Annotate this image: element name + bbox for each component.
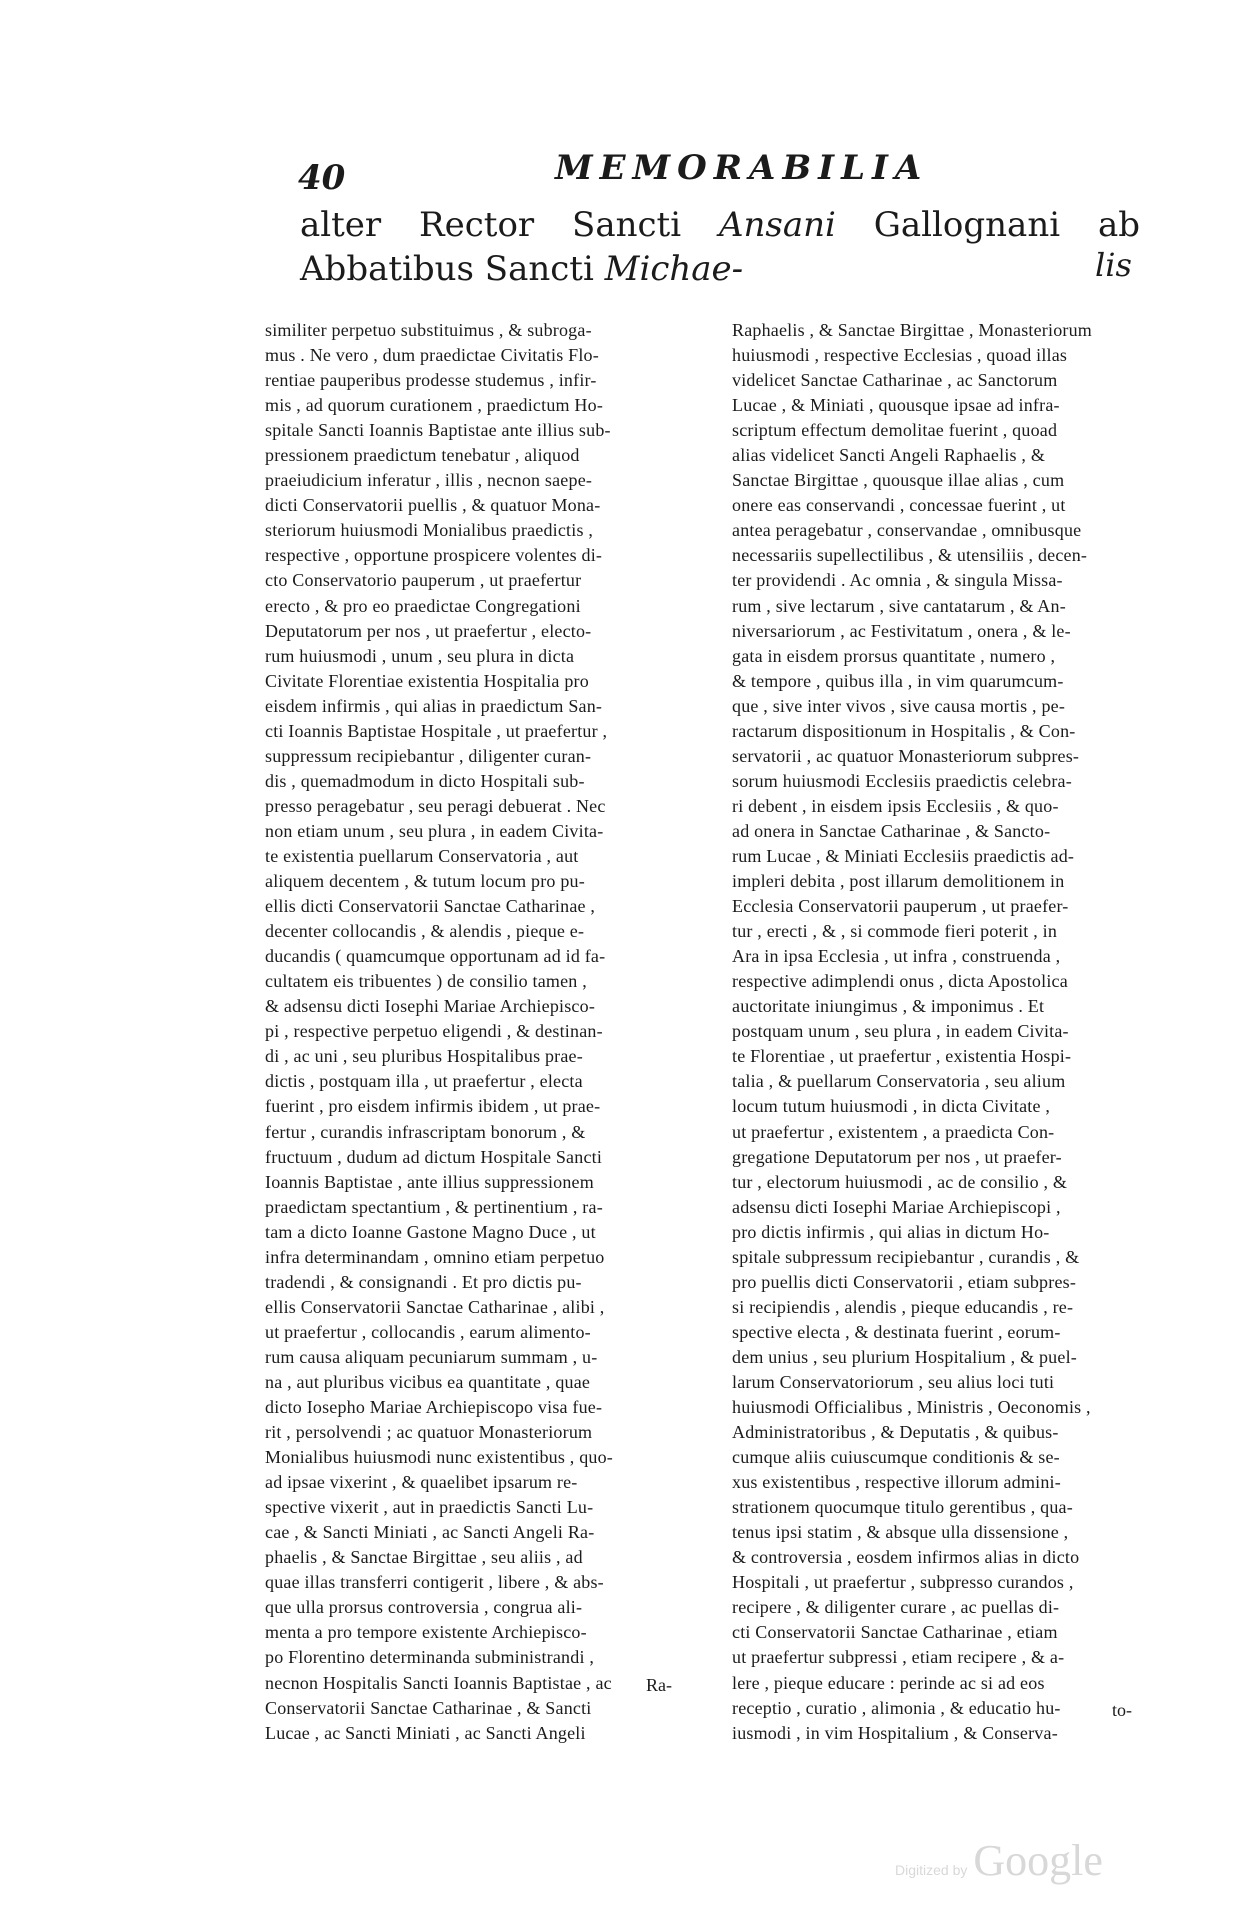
text-line: cae , & Sancti Miniati , ac Sancti Angeli Ra- (265, 1522, 595, 1543)
text-line: di , ac uni , seu pluribus Hospitalibus prae- (265, 1046, 583, 1067)
text-line: dicto Iosepho Mariae Archiepiscopo visa fue- (265, 1397, 603, 1418)
text-line: Ecclesia Conservatorii pauperum , ut praefer- (732, 896, 1069, 917)
text-line: te existentia puellarum Conservatoria , aut (265, 845, 579, 866)
text-line: decenter collocandis , & alendis , pieque e- (265, 921, 585, 942)
text-line: Conservatorii Sanctae Catharinae , & Sancti (265, 1697, 592, 1718)
heading-text: Gallognani ab Abbatibus Sancti (300, 205, 1140, 289)
text-line: adsensu dicti Iosephi Mariae Archiepiscopi , (732, 1196, 1061, 1217)
text-line: Deputatorum per nos , ut praefertur , electo- (265, 620, 592, 641)
text-line: respective , opportune prospicere volentes di- (265, 545, 603, 566)
text-line: po Florentino determinanda subministrandi , (265, 1647, 595, 1668)
text-line: scriptum effectum demolitae fuerint , quoad (732, 420, 1058, 441)
text-line: rum , sive lectarum , sive cantatarum , & An- (732, 595, 1066, 616)
heading-continuation: lis (1095, 246, 1132, 284)
text-line: & controversia , eosdem infirmos alias in dicto (732, 1547, 1080, 1568)
text-line: rit , persolvendi ; ac quatuor Monasteriorum (265, 1422, 593, 1443)
text-line: aliquem decentem , & tutum locum pro pu- (265, 871, 585, 892)
text-line: talia , & puellarum Conservatoria , seu alium (732, 1071, 1066, 1092)
text-line: Administratoribus , & Deputatis , & quibus- (732, 1422, 1059, 1443)
digitized-watermark (895, 1835, 1103, 1886)
text-line: rum Lucae , & Miniati Ecclesiis praedictis ad- (732, 845, 1075, 866)
text-line: rentiae pauperibus prodesse studemus , infir- (265, 370, 597, 391)
text-line: fructuum , dudum ad dictum Hospitale Sancti (265, 1146, 603, 1167)
text-line: impleri debita , post illarum demolitionem in (732, 871, 1065, 892)
watermark-logo-text: Google (973, 1836, 1103, 1885)
text-line: dis , quemadmodum in dicto Hospitali sub- (265, 770, 585, 791)
text-line: suppressum recipiebantur , diligenter curan- (265, 745, 592, 766)
text-line: tenus ipsi statim , & absque ulla dissensione , (732, 1522, 1069, 1543)
text-line: & adsensu dicti Iosephi Mariae Archiepisco- (265, 996, 596, 1017)
text-line: Lucae , & Miniati , quousque ipsae ad infra- (732, 395, 1060, 416)
text-line: quae illas transferri contigerit , libere , & abs- (265, 1572, 604, 1593)
text-line: spective electa , & destinata fuerint , eorum- (732, 1321, 1061, 1342)
text-line: Monialibus huiusmodi nunc existentibus , quo- (265, 1447, 613, 1468)
heading-italic-name: Ansani (718, 205, 836, 245)
text-line: gregatione Deputatorum per nos , ut praefer- (732, 1146, 1062, 1167)
text-line: ri debent , in eisdem ipsis Ecclesiis , & quo- (732, 795, 1059, 816)
text-line: Sanctae Birgittae , quousque illae alias , cum (732, 470, 1065, 491)
text-line: antea peragebatur , conservandae , omnibusque (732, 520, 1082, 541)
text-line: auctoritate iniungimus , & imponimus . Et (732, 996, 1045, 1017)
text-line: non etiam unum , seu plura , in eadem Civita- (265, 820, 604, 841)
text-line: alias videlicet Sancti Angeli Raphaelis , & (732, 445, 1046, 466)
text-line: necessariis supellectilibus , & utensiliis , decen- (732, 545, 1088, 566)
text-line: ellis dicti Conservatorii Sanctae Catharinae , (265, 896, 596, 917)
section-heading (300, 203, 1140, 291)
text-line: huiusmodi Officialibus , Ministris , Oeconomis , (732, 1397, 1091, 1418)
text-line: recipere , & diligenter curare , ac puellas di- (732, 1597, 1060, 1618)
text-line: receptio , curatio , alimonia , & educatio hu- (732, 1697, 1061, 1718)
text-line: rum causa aliquam pecuniarum summam , u- (265, 1346, 598, 1367)
heading-italic-name: Michae- (604, 249, 744, 289)
text-line: ter providendi . Ac omnia , & singula Missa- (732, 570, 1063, 591)
text-line: ad onera in Sanctae Catharinae , & Sancto- (732, 820, 1051, 841)
running-head: MEMORABILIA (555, 148, 929, 188)
text-line: iusmodi , in vim Hospitalium , & Conserva- (732, 1722, 1058, 1743)
text-line: tradendi , & consignandi . Et pro dictis pu- (265, 1271, 582, 1292)
catchword-right: to- (1112, 1700, 1132, 1720)
right-text-column (732, 318, 1180, 1746)
text-line: phaelis , & Sanctae Birgittae , seu aliis , ad (265, 1547, 583, 1568)
text-line: praedictam spectantium , & pertinentium , ra- (265, 1196, 603, 1217)
text-line: larum Conservatoriorum , seu alius loci tuti (732, 1371, 1055, 1392)
text-line: pressionem praedictum tenebatur , aliquod (265, 445, 580, 466)
text-line: onere eas conservandi , concessae fuerint , ut (732, 495, 1066, 516)
text-line: Ioannis Baptistae , ante illius suppressionem (265, 1171, 594, 1192)
text-line: huiusmodi , respective Ecclesias , quoad illas (732, 345, 1068, 366)
left-text-column (265, 318, 697, 1746)
text-line: ellis Conservatorii Sanctae Catharinae , alibi , (265, 1296, 605, 1317)
text-line: cti Ioannis Baptistae Hospitale , ut praefertur , (265, 720, 608, 741)
text-line: fuerint , pro eisdem infirmis ibidem , ut prae- (265, 1096, 601, 1117)
text-line: videlicet Sanctae Catharinae , ac Sanctorum (732, 370, 1058, 391)
text-line: tur , electorum huiusmodi , ac de consilio , & (732, 1171, 1068, 1192)
text-line: si recipiendis , alendis , pieque educandis , re- (732, 1296, 1074, 1317)
text-line: ut praefertur , collocandis , earum alimento- (265, 1321, 591, 1342)
text-line: Hospitali , ut praefertur , subpresso curandos , (732, 1572, 1074, 1593)
text-line: mis , ad quorum curationem , praedictum Ho- (265, 395, 604, 416)
text-line: tam a dicto Ioanne Gastone Magno Duce , ut (265, 1221, 596, 1242)
text-line: cto Conservatorio pauperum , ut praefertur (265, 570, 582, 591)
text-line: dicti Conservatorii puellis , & quatuor Mona- (265, 495, 601, 516)
text-line: Raphaelis , & Sanctae Birgittae , Monasteriorum (732, 320, 1092, 340)
text-line: presso peragebatur , seu peragi debuerat . Nec (265, 795, 606, 816)
text-line: sorum huiusmodi Ecclesiis praedictis celebra- (732, 770, 1072, 791)
text-line: postquam unum , seu plura , in eadem Civita- (732, 1021, 1069, 1042)
text-line: Civitate Florentiae existentia Hospitalia pro (265, 670, 589, 691)
text-line: ut praefertur , existentem , a praedicta Con- (732, 1121, 1055, 1142)
text-line: dem unius , seu plurium Hospitalium , & puel- (732, 1346, 1077, 1367)
text-line: steriorum huiusmodi Monialibus praedictis , (265, 520, 594, 541)
text-line: strationem quocumque titulo gerentibus , qua- (732, 1497, 1073, 1518)
text-line: praeiudicium inferatur , illis , necnon saepe- (265, 470, 593, 491)
text-line: gata in eisdem prorsus quantitate , numero , (732, 645, 1056, 666)
text-line: mus . Ne vero , dum praedictae Civitatis Flo- (265, 345, 599, 366)
text-line: ractarum dispositionum in Hospitalis , & Con- (732, 720, 1076, 741)
text-line: pro puellis dicti Conservatorii , etiam subpres- (732, 1271, 1077, 1292)
heading-text: alter Rector Sancti (300, 205, 719, 245)
text-line: na , aut pluribus vicibus ea quantitate , quae (265, 1371, 591, 1392)
text-line: pi , respective perpetuo eligendi , & destinan- (265, 1021, 603, 1042)
text-line: necnon Hospitalis Sancti Ioannis Baptistae , ac (265, 1672, 612, 1693)
text-line: ad ipsae vixerint , & quaelibet ipsarum re- (265, 1472, 578, 1493)
text-line: menta a pro tempore existente Archiepisco- (265, 1622, 587, 1643)
text-line: xus existentibus , respective illorum admini- (732, 1472, 1061, 1493)
text-line: lere , pieque educare : perinde ac si ad eos (732, 1672, 1045, 1693)
text-line: dictis , postquam illa , ut praefertur , electa (265, 1071, 583, 1092)
page-number: 40 (298, 158, 346, 198)
text-line: & tempore , quibus illa , in vim quarumcum- (732, 670, 1064, 691)
text-line: niversariorum , ac Festivitatum , onera , & le- (732, 620, 1071, 641)
text-line: cumque aliis cuiuscumque conditionis & se- (732, 1447, 1060, 1468)
text-line: spitale Sancti Ioannis Baptistae ante illius sub- (265, 420, 611, 441)
text-line: Lucae , ac Sancti Miniati , ac Sancti Angeli (265, 1722, 586, 1743)
text-line: rum huiusmodi , unum , seu plura in dicta (265, 645, 575, 666)
text-line: pro dictis infirmis , qui alias in dictum Ho- (732, 1221, 1050, 1242)
text-line: cultatem eis tribuentes ) de consilio tamen , (265, 971, 587, 992)
catchword-left: Ra- (646, 1675, 672, 1695)
text-line: que , sive inter vivos , sive causa mortis , pe- (732, 695, 1066, 716)
text-line: cti Conservatorii Sanctae Catharinae , etiam (732, 1622, 1058, 1643)
text-line: ducandis ( quamcumque opportunam ad id fa- (265, 946, 606, 967)
text-line: erecto , & pro eo praedictae Congregationi (265, 595, 581, 616)
text-line: respective adimplendi onus , dicta Apostolica (732, 971, 1068, 992)
text-line: infra determinandam , omnino etiam perpetuo (265, 1246, 605, 1267)
text-line: te Florentiae , ut praefertur , existentia Hospi- (732, 1046, 1072, 1067)
text-line: similiter perpetuo substituimus , & subroga- (265, 320, 592, 340)
text-line: ut praefertur subpressi , etiam recipere , & a- (732, 1647, 1065, 1668)
text-line: eisdem infirmis , qui alias in praedictum San- (265, 695, 603, 716)
text-line: tur , erecti , & , si commode fieri poterit , in (732, 921, 1058, 942)
text-line: fertur , curandis infrascriptam bonorum , & (265, 1121, 586, 1142)
text-line: spitale subpressum recipiebantur , curandis , & (732, 1246, 1080, 1267)
watermark-small-text: Digitized by (895, 1862, 968, 1878)
text-line: servatorii , ac quatuor Monasteriorum subpres- (732, 745, 1080, 766)
text-line: Ara in ipsa Ecclesia , ut infra , construenda , (732, 946, 1061, 967)
text-line: locum tutum huiusmodi , in dicta Civitate , (732, 1096, 1051, 1117)
text-line: que ulla prorsus controversia , congrua ali- (265, 1597, 583, 1618)
text-line: spective vixerit , aut in praedictis Sancti Lu- (265, 1497, 594, 1518)
